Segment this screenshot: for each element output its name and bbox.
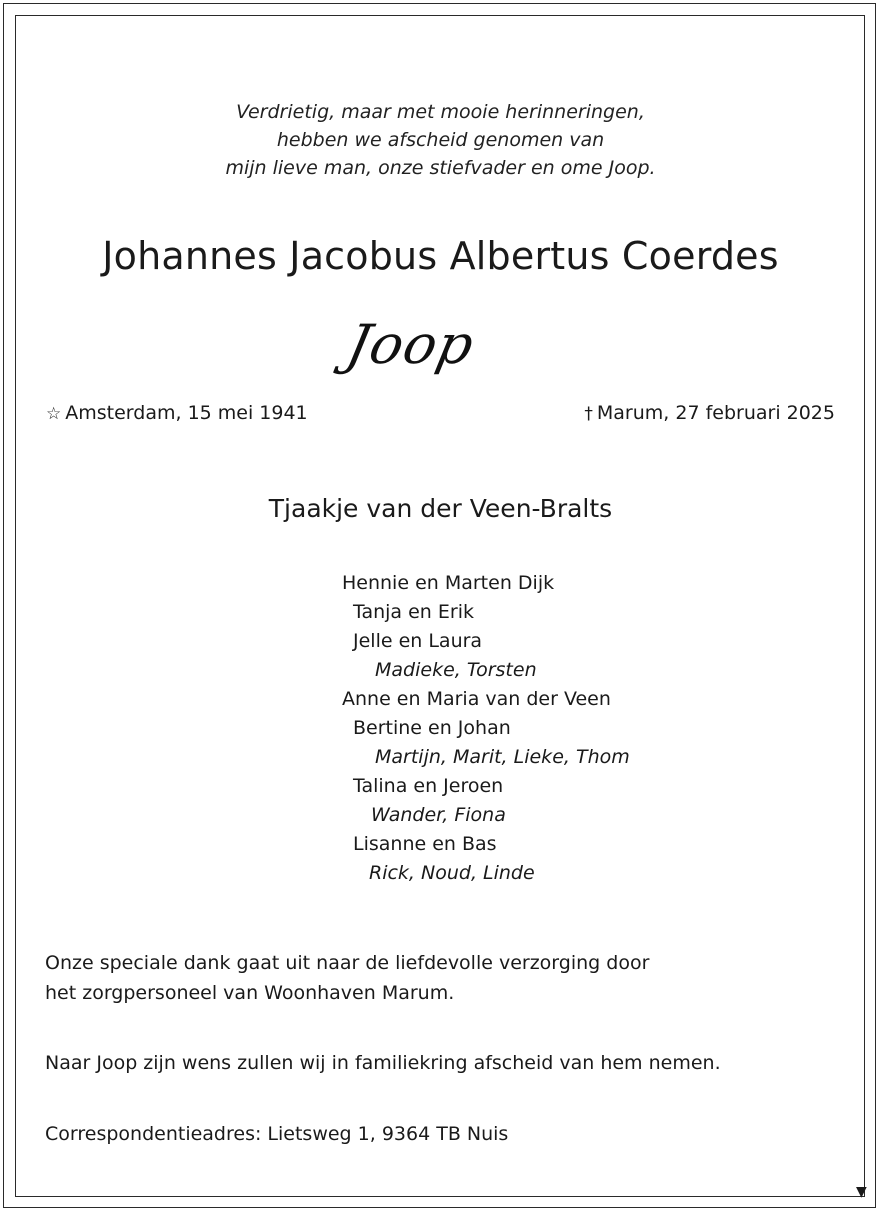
intro-line: mijn lieve man, onze stiefvader en ome Joop. xyxy=(225,157,656,179)
birth-text: Amsterdam, 15 mei 1941 xyxy=(65,402,308,424)
cross-icon: † xyxy=(584,404,593,424)
family-line: Jelle en Laura xyxy=(353,630,483,652)
family-line: Anne en Maria van der Veen xyxy=(342,688,611,710)
intro-line: Verdrietig, maar met mooie herinneringen, xyxy=(236,101,645,123)
deceased-full-name: Johannes Jacobus Albertus Coerdes xyxy=(102,234,779,278)
family-line: Lisanne en Bas xyxy=(353,833,497,855)
correspondence-address: Correspondentieadres: Lietsweg 1, 9364 TB Nuis xyxy=(45,1123,509,1145)
family-line: Talina en Jeroen xyxy=(353,775,504,797)
continue-arrow-icon: ▼ xyxy=(856,1184,867,1200)
family-line: Hennie en Marten Dijk xyxy=(342,572,555,594)
family-line: Wander, Fiona xyxy=(371,804,506,826)
deceased-nickname: Joop xyxy=(341,313,481,376)
thanks-line: Onze speciale dank gaat uit naar de liefdevolle verzorging door xyxy=(45,952,650,974)
family-list xyxy=(342,569,630,888)
death-text: Marum, 27 februari 2025 xyxy=(596,402,835,424)
family-line: Tanja en Erik xyxy=(353,601,474,623)
birth-info xyxy=(46,399,308,428)
family-line: Bertine en Johan xyxy=(353,717,511,739)
thanks-text xyxy=(45,948,649,1008)
intro-text xyxy=(0,98,881,182)
intro-line: hebben we afscheid genomen van xyxy=(276,129,605,151)
family-line: Martijn, Marit, Lieke, Thom xyxy=(375,746,630,768)
star-icon: ☆ xyxy=(46,404,62,424)
family-line: Madieke, Torsten xyxy=(375,659,537,681)
partner-name: Tjaakje van der Veen-Bralts xyxy=(268,494,613,523)
thanks-line: het zorgpersoneel van Woonhaven Marum. xyxy=(45,982,455,1004)
family-line: Rick, Noud, Linde xyxy=(369,862,535,884)
wish-text: Naar Joop zijn wens zullen wij in familiekring afscheid van hem nemen. xyxy=(45,1052,721,1074)
death-info xyxy=(584,399,835,428)
